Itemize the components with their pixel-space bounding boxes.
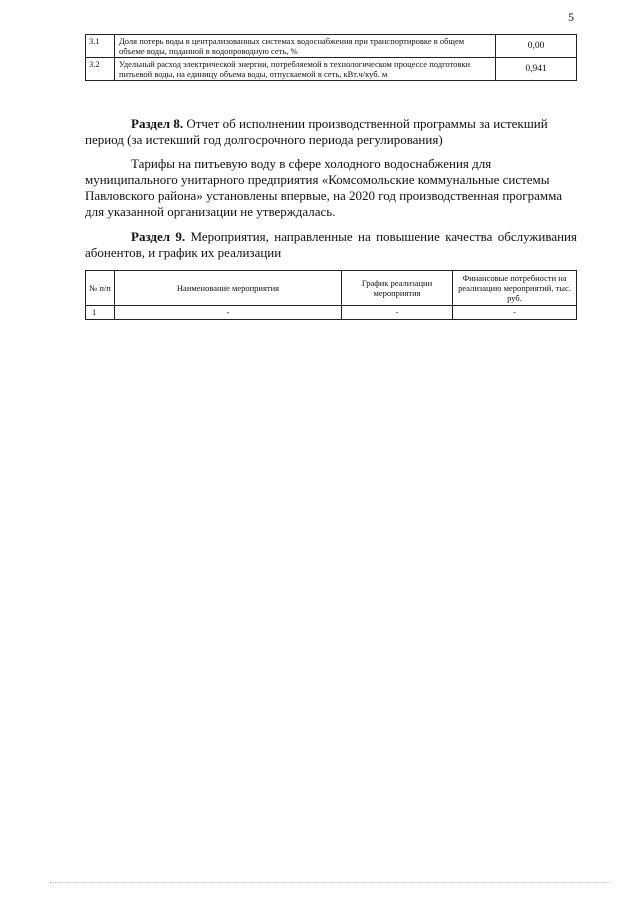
section-9-text: Мероприятия, направленные на повышение качества обслуживания абонентов, и график их реализации xyxy=(85,229,577,260)
row-number: 3.1 xyxy=(86,35,115,58)
row-value: 0,00 xyxy=(496,35,577,58)
row-value: 0,941 xyxy=(496,58,577,81)
cell-name: - xyxy=(115,306,342,320)
table-row xyxy=(86,35,577,58)
tariff-paragraph: Тарифы на питьевую воду в сфере холодного водоснабжения для муниципального унитарного предприятия «Комсомольские коммунальные системы Павловского района» установлены впервые, на 2020 год производственная программа для указанной организации не утверждалась. xyxy=(85,156,563,219)
column-header-schedule: График реализации мероприятия xyxy=(342,271,453,306)
section-8-label: Раздел 8. xyxy=(131,116,184,131)
table-row xyxy=(86,58,577,81)
cell-schedule: - xyxy=(342,306,453,320)
scan-artifact-line xyxy=(50,882,610,883)
row-description: Удельный расход электрической энергии, потребляемой в технологическом процессе подготовки питьевой воды, на единицу объема воды, отпускаемой в сеть, кВт.ч/куб. м xyxy=(115,58,496,81)
column-header-finance: Финансовые потребности на реализацию мероприятий, тыс. руб. xyxy=(453,271,577,306)
cell-finance: - xyxy=(453,306,577,320)
indicators-table xyxy=(85,34,577,81)
section-9-heading xyxy=(85,229,577,261)
cell-number: 1 xyxy=(86,306,115,320)
row-description: Доля потерь воды в централизованных системах водоснабжения при транспортировке в общем объеме воды, поданной в водопроводную сеть, % xyxy=(115,35,496,58)
section-9-label: Раздел 9. xyxy=(131,229,186,244)
column-header-name: Наименование мероприятия xyxy=(115,271,342,306)
table-header-row xyxy=(86,271,577,306)
section-8-text: Отчет об исполнении производственной программы за истекший период (за истекший год долгосрочного периода регулирования) xyxy=(85,116,548,147)
column-header-number: № п/п xyxy=(86,271,115,306)
row-number: 3.2 xyxy=(86,58,115,81)
section-8-heading xyxy=(85,116,577,148)
table-row xyxy=(86,306,577,320)
page-number: 5 xyxy=(568,10,574,24)
measures-table xyxy=(85,270,577,320)
